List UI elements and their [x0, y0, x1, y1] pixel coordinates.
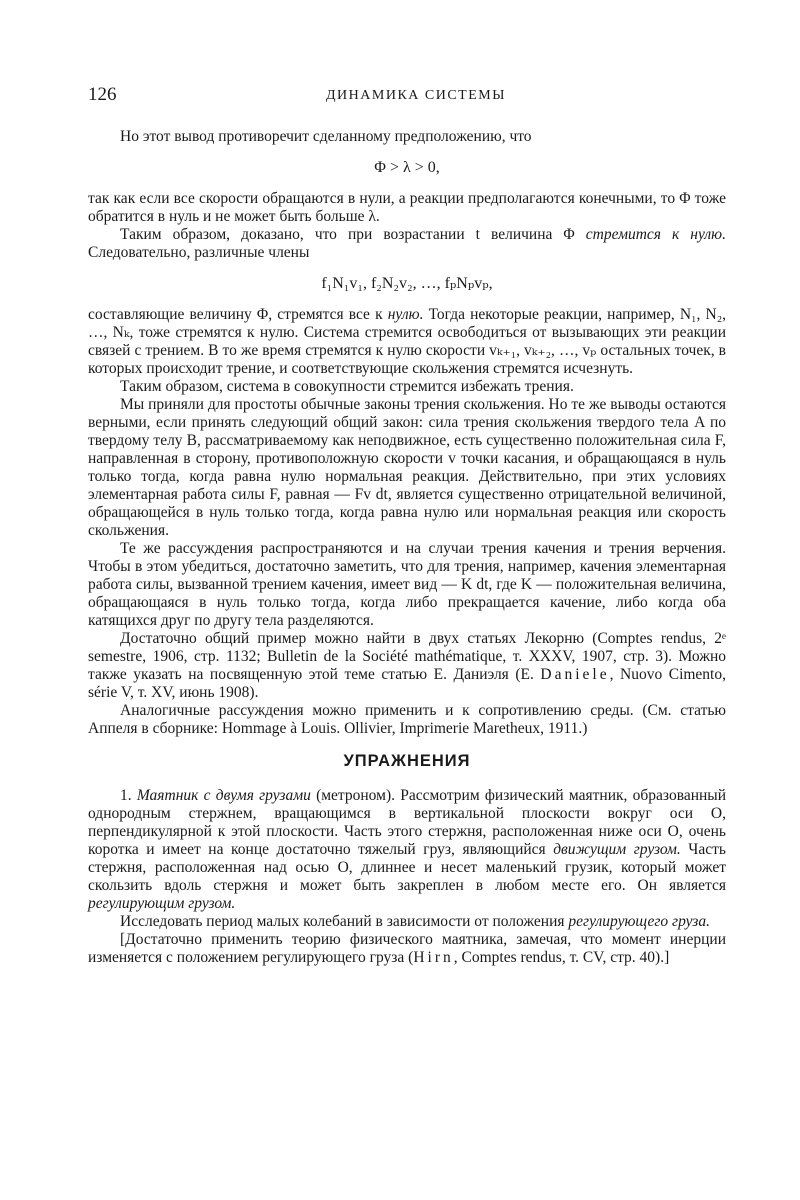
exercise-1: 1. Маятник с двумя грузами (метроном). Рассмотрим физический маятник, образованный однородным стержнем, вращающимся в вертикальной плоскости вокруг оси O, перпендикулярной к этой плоскости. Часть этого стержня, расположенная ниже оси O, очень коротка и имеет на конце достаточно тяжелый груз, являющийся движущим грузом. Часть стержня, расположенная над осью O, длиннее и несет маленький грузик, который может скользить вдоль стержня и может быть закреплен в любом месте его. Он является регулирующим грузом. [88, 787, 726, 912]
page-header [88, 84, 726, 110]
formula-terms: f₁N₁v₁, f₂N₂v₂, …, fₚNₚvₚ, [321, 275, 493, 292]
paragraph-9: Аналогичные рассуждения можно применить и к сопротивлению среды. (См. статью Аппеля в сборнике: Hommage à Louis. Ollivier, Imprimerie Maretheux, 1911.) [88, 702, 726, 737]
exercise-1-hint: [Достаточно применить теорию физического маятника, замечая, что момент инерции изменяется с положением регулирующего груза (Hirn, Comptes rendus, т. CV, стр. 40).] [88, 931, 726, 966]
formula-inequality: Φ > λ > 0, [374, 159, 440, 176]
paragraph-8: Достаточно общий пример можно найти в двух статьях Лекорню (Comptes rendus, 2ᵉ semestre, 1906, стр. 1132; Bulletin de la Société mathématique, т. XXXV, 1907, стр. 3). Можно также указать на посвященную этой теме статью E. Даниэля (E. Daniele, Nuovo Cimento, série V, т. XV, июнь 1908). [88, 630, 726, 701]
paragraph-3: Таким образом, доказано, что при возрастании t величина Φ стремится к нулю. Следовательно, различные члены [88, 226, 726, 261]
paragraph-5: Таким образом, система в совокупности стремится избежать трения. [120, 378, 574, 395]
section-title: УПРАЖНЕНИЯ [343, 752, 471, 770]
paragraph-2: так как если все скорости обращаются в нули, а реакции предполагаются конечными, то Φ тоже обратится в нуль и не может быть больше λ. [88, 190, 726, 225]
paragraph-4: составляющие величину Φ, стремятся все к нулю. Тогда некоторые реакции, например, N₁, N₂, …, Nₖ, тоже стремятся к нулю. Система стремится освободиться от вызывающих эти реакции связей с трением. В то же время стремятся к нулю скорости vₖ₊₁, vₖ₊₂, …, vₚ остальных точек, в которых происходит трение, и соответствующие скольжения стремятся исчезнуть. [88, 306, 726, 377]
paragraph-1: Но этот вывод противоречит сделанному предположению, что [120, 128, 532, 145]
paragraph-6: Мы приняли для простоты обычные законы трения скольжения. Но те же выводы остаются верными, если принять следующий общий закон: сила трения скольжения твердого тела A по твердому телу B, рассматриваемому как неподвижное, есть существенно положительная сила F, направленная в сторону, противоположную скорости v точки касания, и обращающаяся в нуль только тогда, когда равна нулю нормальная реакция. Действительно, при этих условиях элементарная работа силы F, равная — Fv dt, является существенно отрицательной величиной, обращающейся в нуль только тогда, когда равна нулю или нормальная реакция или скорость скольжения. [88, 396, 726, 539]
book-page [88, 84, 726, 967]
paragraph-7: Те же рассуждения распространяются и на случаи трения качения и трения верчения. Чтобы в этом убедиться, достаточно заметить, что для трения, например, качения элементарная работа силы, вызванной трением качения, имеет вид — K dt, где K — положительная величина, обращающаяся в нуль только тогда, когда либо прекращается качение, либо когда оба катящихся друг по другу тела разделяются. [88, 540, 726, 629]
running-title: ДИНАМИКА СИСТЕМЫ [326, 88, 506, 103]
page-number: 126 [88, 84, 117, 105]
exercise-1-task: Исследовать период малых колебаний в зависимости от положения регулирующего груза. [120, 913, 710, 930]
